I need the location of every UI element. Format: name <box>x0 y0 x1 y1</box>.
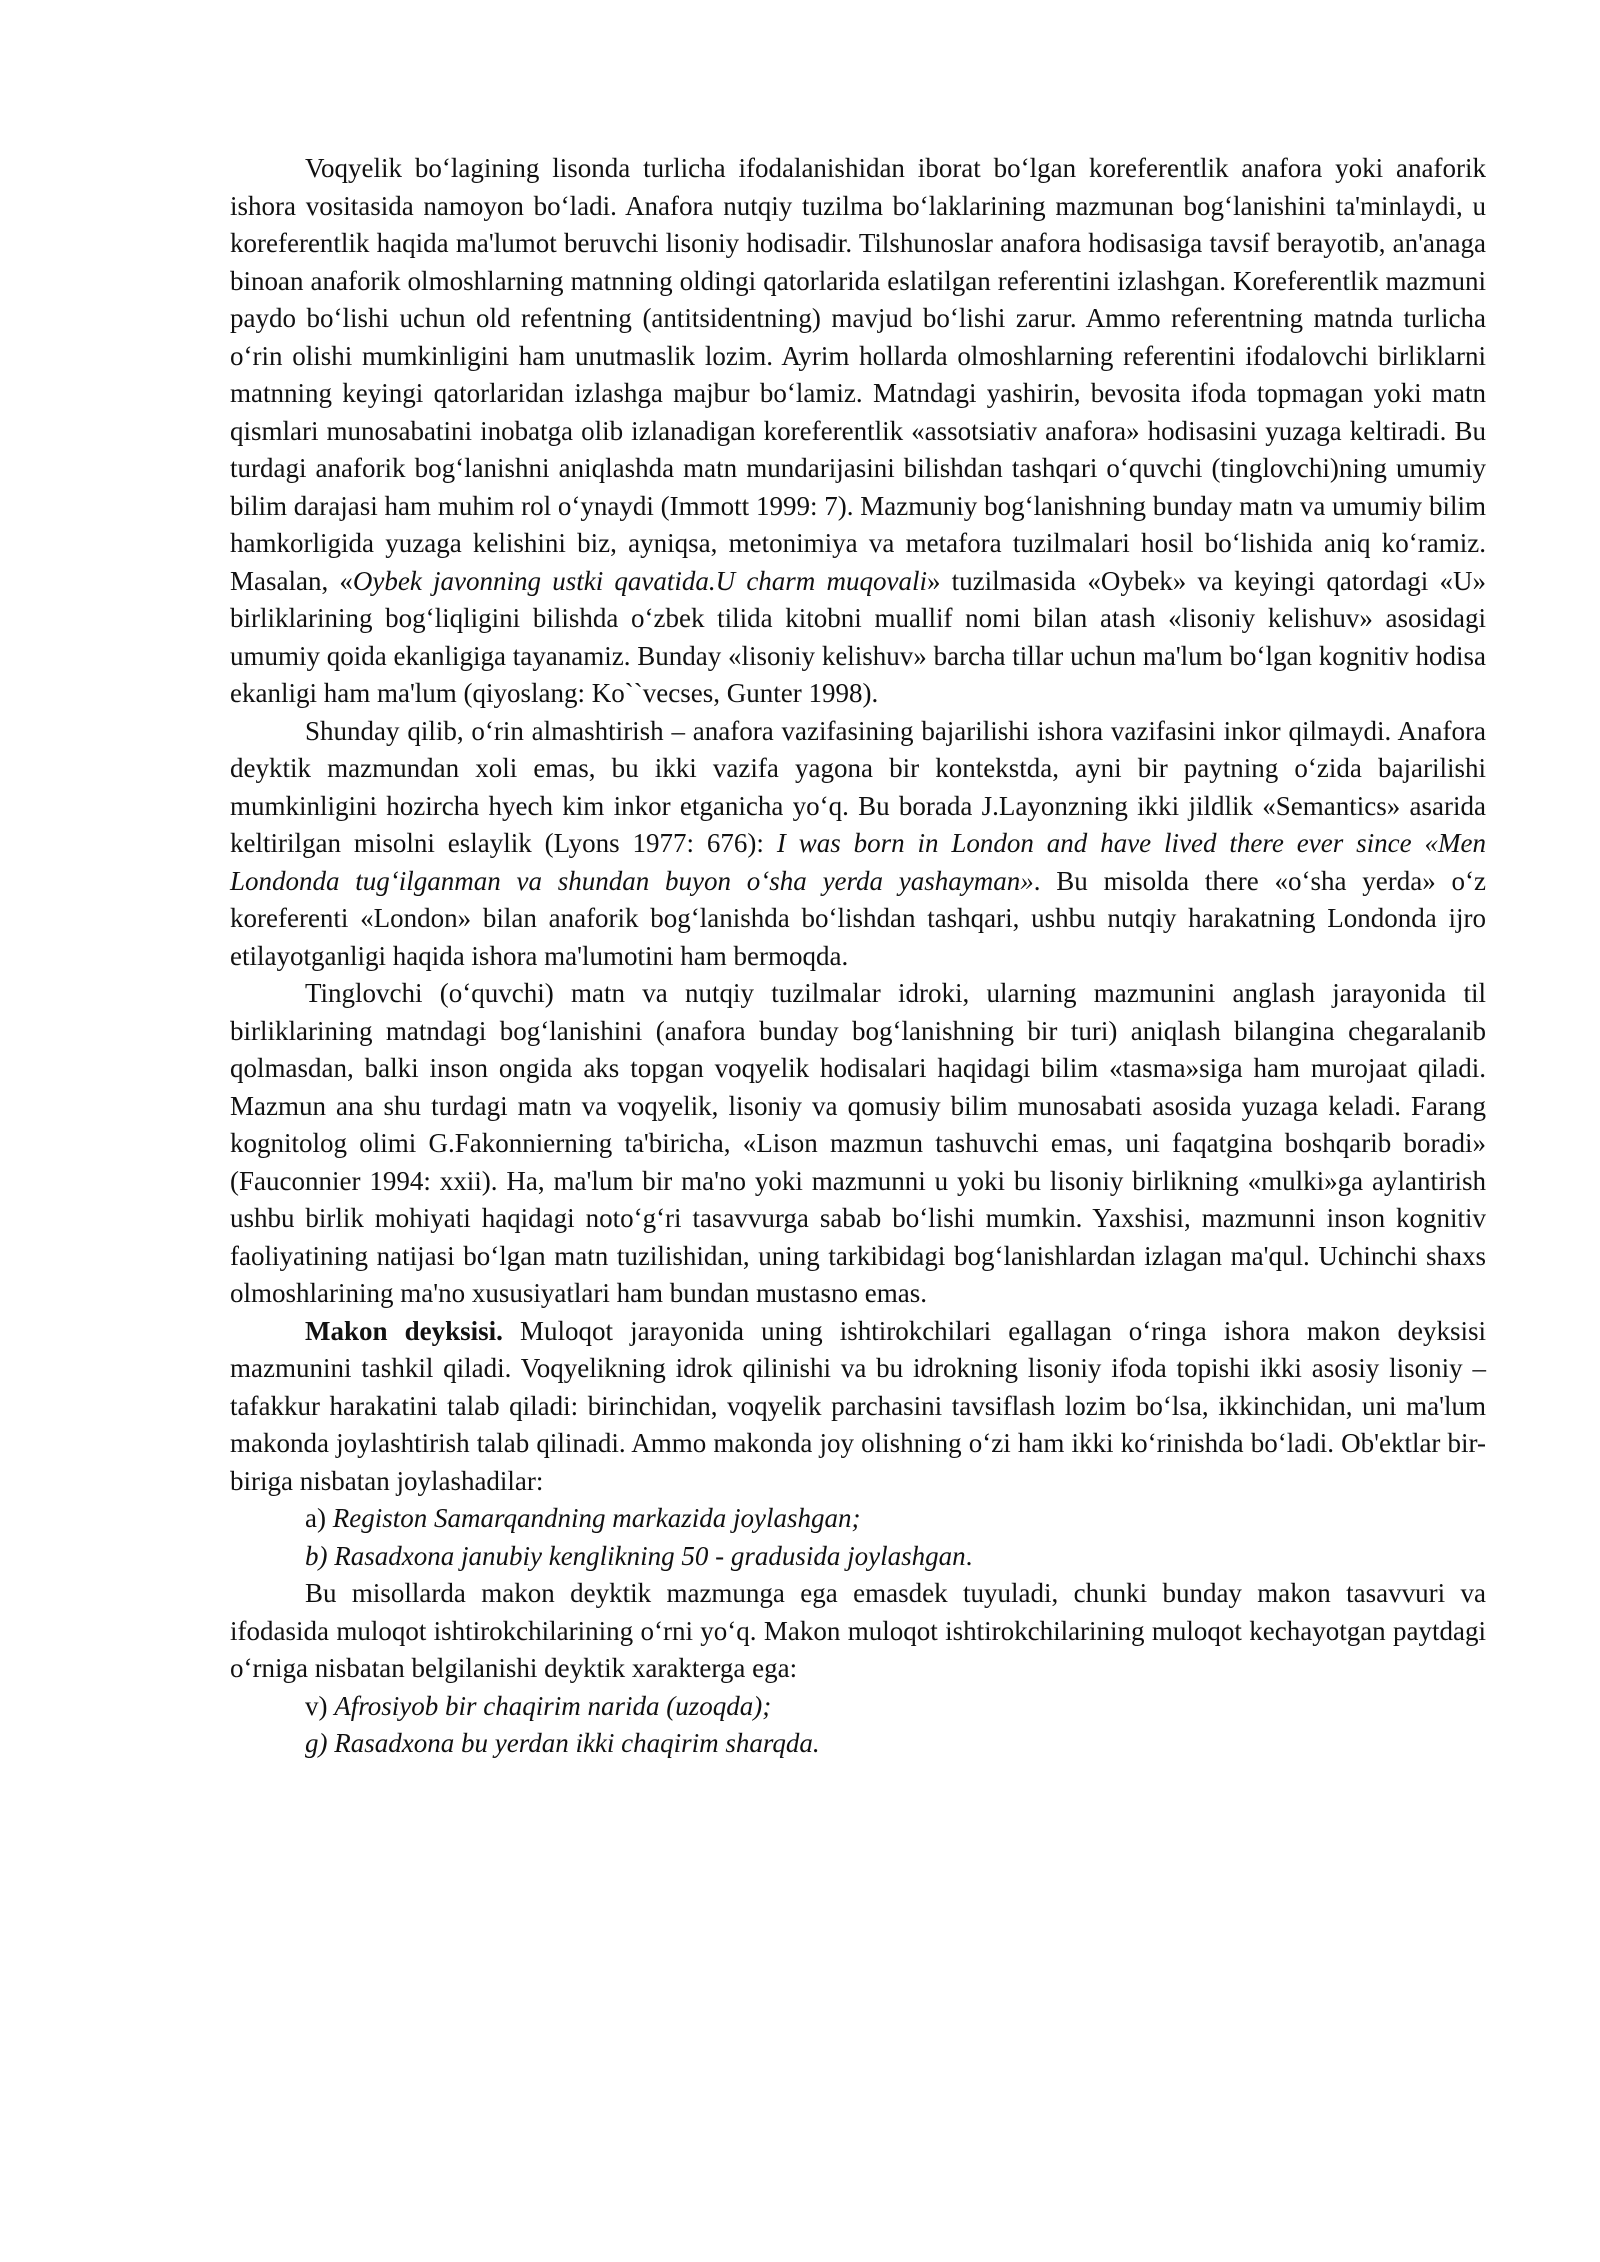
list-item-g <box>230 1725 1486 1763</box>
paragraph-text: . Bu misolda there «o‘sha yerda» o‘z koreferenti «London» bilan anaforik bog‘lanishda bo‘lishdan tashqari, ushbu nutqiy harakatning Londonda ijro etilayotganligi haqida ishora ma'lumotini ham bermoqda. <box>230 865 1486 971</box>
document-page <box>230 150 1486 1763</box>
list-item-v <box>230 1688 1486 1726</box>
section-heading: Makon deyksisi. <box>305 1315 503 1346</box>
list-suffix: . <box>965 1540 973 1571</box>
example-italic: Afrosiyob bir chaqirim narida (uzoqda); <box>334 1690 772 1721</box>
paragraph-examples-comment: Bu misollarda makon deyktik mazmunga ega emasdek tuyuladi, chunki bunday makon tasavvuri va ifodasida muloqot ishtirokchilarining o‘rni yo‘q. Makon muloqot ishtirokchilarining muloqot kechayotgan paytdagi o‘rniga nisbatan belgilanishi deyktik xarakterga ega: <box>230 1578 1486 1683</box>
list-item-a <box>230 1500 1486 1538</box>
example-italic: g) Rasadxona bu yerdan ikki chaqirim sharqda. <box>305 1728 820 1758</box>
paragraph-text: Voqyelik bo‘lagining lisonda turlicha ifodalanishidan iborat bo‘lgan koreferentlik anafora yoki anaforik ishora vositasida namoyon bo‘ladi. Anafora nutqiy tuzilma bo‘laklarining mazmunan bog‘lanishini ta'minlaydi, u koreferentlik haqida ma'lumot beruvchi lisoniy hodisadir. Tilshunoslar anafora hodisasiga tavsif berayotib, an'anaga binoan anaforik olmoshlarning matnning oldingi qatorlarida eslatilgan referentini izlashgan. Koreferentlik mazmuni paydo bo‘lishi uchun old refentning (antitsidentning) mavjud bo‘lishi zarur. Ammo referentning matnda turlicha o‘rin olishi mumkinligini ham unutmaslik lozim. Ayrim hollarda olmoshlarning referentini ifodalovchi birliklarni matnning keyingi qatorlaridan izlashga majbur bo‘lamiz. Matndagi yashirin, bevosita ifoda topmagan yoki matn qismlari munosabatini inobatga olib izlanadigan koreferentlik «assotsiativ anafora» hodisasini yuzaga keltiradi. Bu turdagi anaforik bog‘lanishni aniqlashda matn mundarijasini bilishdan tashqari o‘quvchi (tinglovchi)ning umumiy bilim darajasi ham muhim rol o‘ynaydi (Immott 1999: 7). Mazmuniy bog‘lanishning bunday matn va umumiy bilim hamkorligida yuzaga kelishini biz, ayniqsa, metonimiya va metafora tuzilmalari hosil bo‘lishida aniq ko‘ramiz. Masalan, « <box>230 153 1486 596</box>
example-italic: b) Rasadxona janubiy kenglikning 50 - gradusida joylashgan <box>305 1540 966 1571</box>
paragraph-substitution <box>230 713 1486 976</box>
list-item-b <box>230 1538 1486 1576</box>
paragraph-text: Muloqot jarayonida uning ishtirokchilari egallagan o‘ringa ishora makon deyksisi mazmunini tashkil qiladi. Voqyelikning idrok qilinishi va bu idrokning lisoniy ifoda topishi ikki asosiy lisoniy – tafakkur harakatini talab qiladi: birinchidan, voqyelik parchasini tavsiflash lozim bo‘lsa, ikkinchidan, uni ma'lum makonda joylashtirish talab qilinadi. Ammo makonda joy olishning o‘zi ham ikki ko‘rinishda bo‘ladi. Ob'ektlar bir-biriga nisbatan joylashadilar: <box>230 1315 1486 1496</box>
list-marker: a) <box>305 1503 333 1533</box>
paragraph-listener: Tinglovchi (o‘quvchi) matn va nutqiy tuzilmalar idroki, ularning mazmunini anglash jarayonida til birliklarining matndagi bog‘lanishini (anafora bunday bog‘lanishning bir turi) aniqlash bilangina chegaralanib qolmasdan, balki inson ongida aks topgan voqyelik hodisalari haqidagi bilim «tasma»siga ham murojaat qiladi. Mazmun ana shu turdagi matn va voqyelik, lisoniy va qomusiy bilim munosabati asosida yuzaga keladi. Farang kognitolog olimi G.Fakonnierning ta'biricha, «Lison mazmun tashuvchi emas, uni faqatgina boshqarib boradi» (Fauconnier 1994: xxii). Ha, ma'lum bir ma'no yoki mazmunni u yoki bu lisoniy birlikning «mulki»ga aylantirish ushbu birlik mohiyati haqidagi noto‘g‘ri tasavvurga sabab bo‘lishi mumkin. Yaxshisi, mazmunni inson kognitiv faoliyatining natijasi bo‘lgan matn tuzilishidan, uning tarkibidagi bog‘lanishlardan izlagan ma'qul. Uchinchi shaxs olmoshlarining ma'no xususiyatlari ham bundan mustasno emas. <box>230 978 1486 1308</box>
paragraph-coreference <box>230 150 1486 713</box>
paragraph-text: » tuzilmasida «Oybek» va keyingi qatordagi «U» birliklarining bog‘liqligini bilishda o‘zbek tilida kitobni muallif nomi bilan atash «lisoniy kelishuv» asosidagi umumiy qoida ekanligiga tayanamiz. Bunday «lisoniy kelishuv» barcha tillar uchun ma'lum bo‘lgan kognitiv hodisa ekanligi ham ma'lum (qiyoslang: Ko``vecses, Gunter 1998). <box>230 565 1486 708</box>
paragraph-text: Shunday qilib, o‘rin almashtirish – anafora vazifasining bajarilishi ishora vazifasini inkor qilmaydi. Anafora deyktik mazmundan xoli emas, bu ikki vazifa yagona bir kontekstda, ayni bir paytning o‘zida bajarilishi mumkinligini hozircha hyech kim inkor etganicha yo‘q. Bu borada J.Layonzning ikki jildlik «Semantics» asarida keltirilgan misolni eslaylik (Lyons 1977: 676): <box>230 715 1486 858</box>
example-italic: Oybek javonning ustki qavatida.U charm muqovali <box>352 565 927 596</box>
paragraph-space-deixis <box>230 1313 1486 1501</box>
example-italic: I was born in London and have lived there ever since «Men Londonda tug‘ilganman va shundan buyon o‘sha yerda yashayman» <box>230 828 1486 896</box>
example-italic: Registon Samarqandning markazida joylashgan; <box>332 1503 861 1533</box>
list-marker: v) <box>305 1690 335 1721</box>
